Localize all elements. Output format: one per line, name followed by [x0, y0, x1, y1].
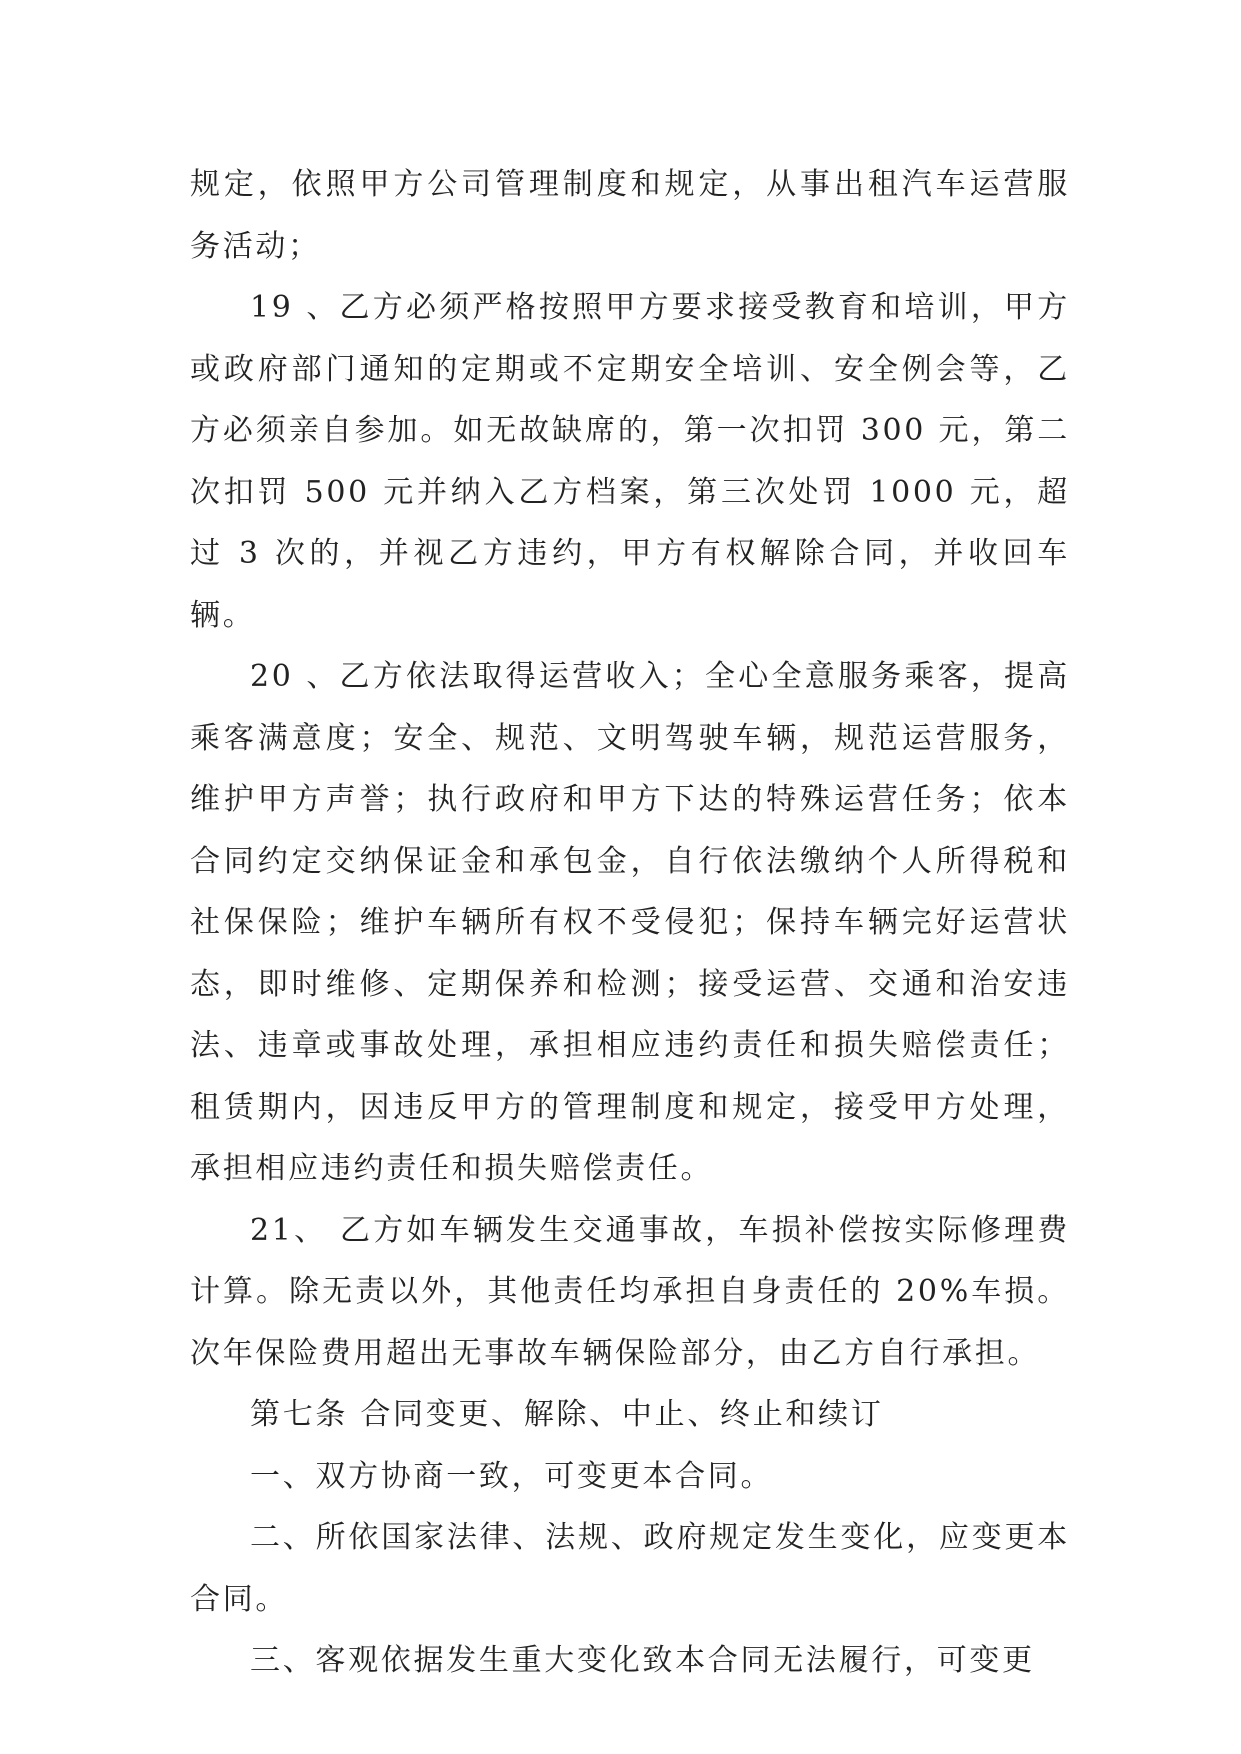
paragraph-clause-19: 19 、乙方必须严格按照甲方要求接受教育和培训，甲方或政府部门通知的定期或不定期安全培训、安全例会等，乙方必须亲自参加。如无故缺席的，第一次扣罚 300 元，第二次扣罚 500 元并纳入乙方档案，第三次处罚 1000 元，超过 3 次的，并视乙方违约，甲方有权解除合同，并收回车辆。 [190, 290, 1070, 633]
paragraph-item-3: 三、客观依据发生重大变化致本合同无法履行，可变更 [250, 1643, 1035, 1678]
paragraph-continuation: 规定，依照甲方公司管理制度和规定，从事出租汽车运营服务活动； [190, 167, 1070, 264]
paragraph-item-1: 一、双方协商一致，可变更本合同。 [250, 1458, 774, 1494]
paragraph-item-2: 二、所依国家法律、法规、政府规定发生变化，应变更本合同。 [190, 1520, 1070, 1617]
paragraph-clause-21: 21、 乙方如车辆发生交通事故，车损补偿按实际修理费计算。除无责以外，其他责任均承担自身责任的 20%车损。次年保险费用超出无事故车辆保险部分，由乙方自行承担。 [190, 1212, 1070, 1371]
document-body [190, 154, 1070, 1692]
section-heading-article-7: 第七条 合同变更、解除、中止、终止和续订 [250, 1397, 884, 1432]
paragraph-clause-20: 20 、乙方依法取得运营收入；全心全意服务乘客，提高乘客满意度；安全、规范、文明驾驶车辆，规范运营服务，维护甲方声誉；执行政府和甲方下达的特殊运营任务；依本合同约定交纳保证金和承包金，自行依法缴纳个人所得税和社保保险；维护车辆所有权不受侵犯；保持车辆完好运营状态，即时维修、定期保养和检测；接受运营、交通和治安违法、违章或事故处理，承担相应违约责任和损失赔偿责任；租赁期内，因违反甲方的管理制度和规定，接受甲方处理，承担相应违约责任和损失赔偿责任。 [190, 659, 1070, 1186]
